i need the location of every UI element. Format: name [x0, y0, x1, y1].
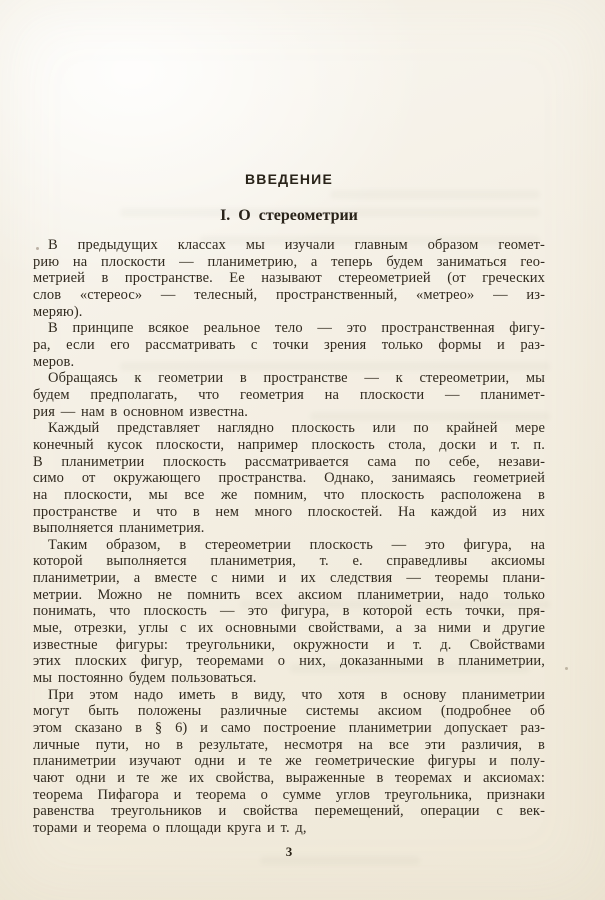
text-line: слов «стереос» — телесный, пространственный, «метрео» — из-	[33, 286, 545, 303]
paragraph	[33, 687, 545, 837]
paragraph	[33, 320, 545, 370]
text-line: меров.	[33, 353, 75, 370]
text-line: торами и теорема о площади круга и т. д,	[33, 819, 307, 836]
text-line: планиметрии изучают одни и те же геометрические фигуры и полу-	[33, 753, 545, 770]
paragraph	[33, 537, 545, 687]
page-number: 3	[285, 844, 293, 859]
text-line: будем предполагать, что геометрия на плоскости — планимет-	[33, 386, 545, 403]
text-line: понимать, что плоскость — это фигура, в которой есть точки, пря-	[33, 603, 545, 620]
body-text	[33, 237, 545, 837]
text-line: В предыдущих классах мы изучали главным образом геомет-	[48, 237, 545, 253]
text-line: этих плоских фигур, теоремами о них, доказанными в планиметрии,	[33, 653, 545, 670]
text-line: В планиметрии плоскость рассматривается сама по себе, незави-	[33, 453, 545, 470]
text-line: выполняется планиметрия.	[33, 520, 205, 537]
text-line: на плоскости, мы все же помним, что плоскость расположена в	[33, 486, 545, 503]
text-line: рия — нам в основном известна.	[33, 403, 248, 420]
text-line: метрии. Можно не помнить всех аксиом планиметрии, надо только	[33, 586, 545, 603]
text-line: рию на плоскости — планиметрию, а теперь будем заниматься гео-	[33, 253, 545, 270]
text-line: которой выполняется планиметрия, т. е. справедливы аксиомы	[33, 553, 545, 570]
text-line: мые, отрезки, углы с их основными свойствами, а за ними и другие	[33, 620, 545, 637]
text-line: равенства треугольников и свойства перемещений, операции с век-	[33, 803, 545, 820]
text-line: пространстве и что в нем много плоскостей. На каждой из них	[33, 503, 545, 520]
text-line: метрией в пространстве. Ее называют стереометрией (от греческих	[33, 270, 545, 287]
chapter-title: ВВЕДЕНИЕ	[245, 171, 333, 187]
text-line: планиметрии, а вместе с ними и их следствия — теоремы плани-	[33, 570, 545, 587]
text-line: В принципе всякое реальное тело — это пространственная фигу-	[48, 320, 545, 337]
text-line: Таким образом, в стереометрии плоскость — это фигура, на	[48, 536, 545, 553]
text-line: могут быть положены различные системы аксиом (подробнее об	[33, 703, 545, 720]
text-line: чают одни и те же их свойства, выраженные в теоремах и аксиомах:	[33, 770, 545, 786]
text-line: При этом надо иметь в виду, что хотя в основу планиметрии	[48, 686, 545, 703]
text-line: ра, если его рассматривать с точки зрения только формы и раз-	[33, 336, 545, 353]
paragraph	[33, 237, 545, 320]
text-line: мы постоянно будем пользоваться.	[33, 670, 257, 687]
paragraph	[33, 420, 545, 537]
paragraph	[33, 370, 545, 420]
text-line: меряю).	[33, 303, 83, 320]
text-line: известные фигуры: треугольники, окружности и т. д. Свойствами	[33, 636, 545, 653]
text-line: Каждый представляет наглядно плоскость или по крайней мере	[48, 420, 545, 437]
text-line: симо от окружающего пространства. Однако, занимаясь геометрией	[33, 470, 545, 487]
text-line: теорема Пифагора и теорема о сумме углов треугольника, признаки	[33, 786, 545, 803]
text-line: Обращаясь к геометрии в пространстве — к стереометрии, мы	[48, 370, 545, 387]
section-heading: I. О стереометрии	[220, 207, 358, 224]
text-line: личные пути, но в результате, несмотря на все эти различия, в	[33, 736, 545, 753]
text-line: конечный кусок плоскости, например плоскость стола, доски и т. п.	[33, 436, 545, 453]
text-line: этом сказано в § 6) и само построение планиметрии допускает раз-	[33, 720, 545, 737]
